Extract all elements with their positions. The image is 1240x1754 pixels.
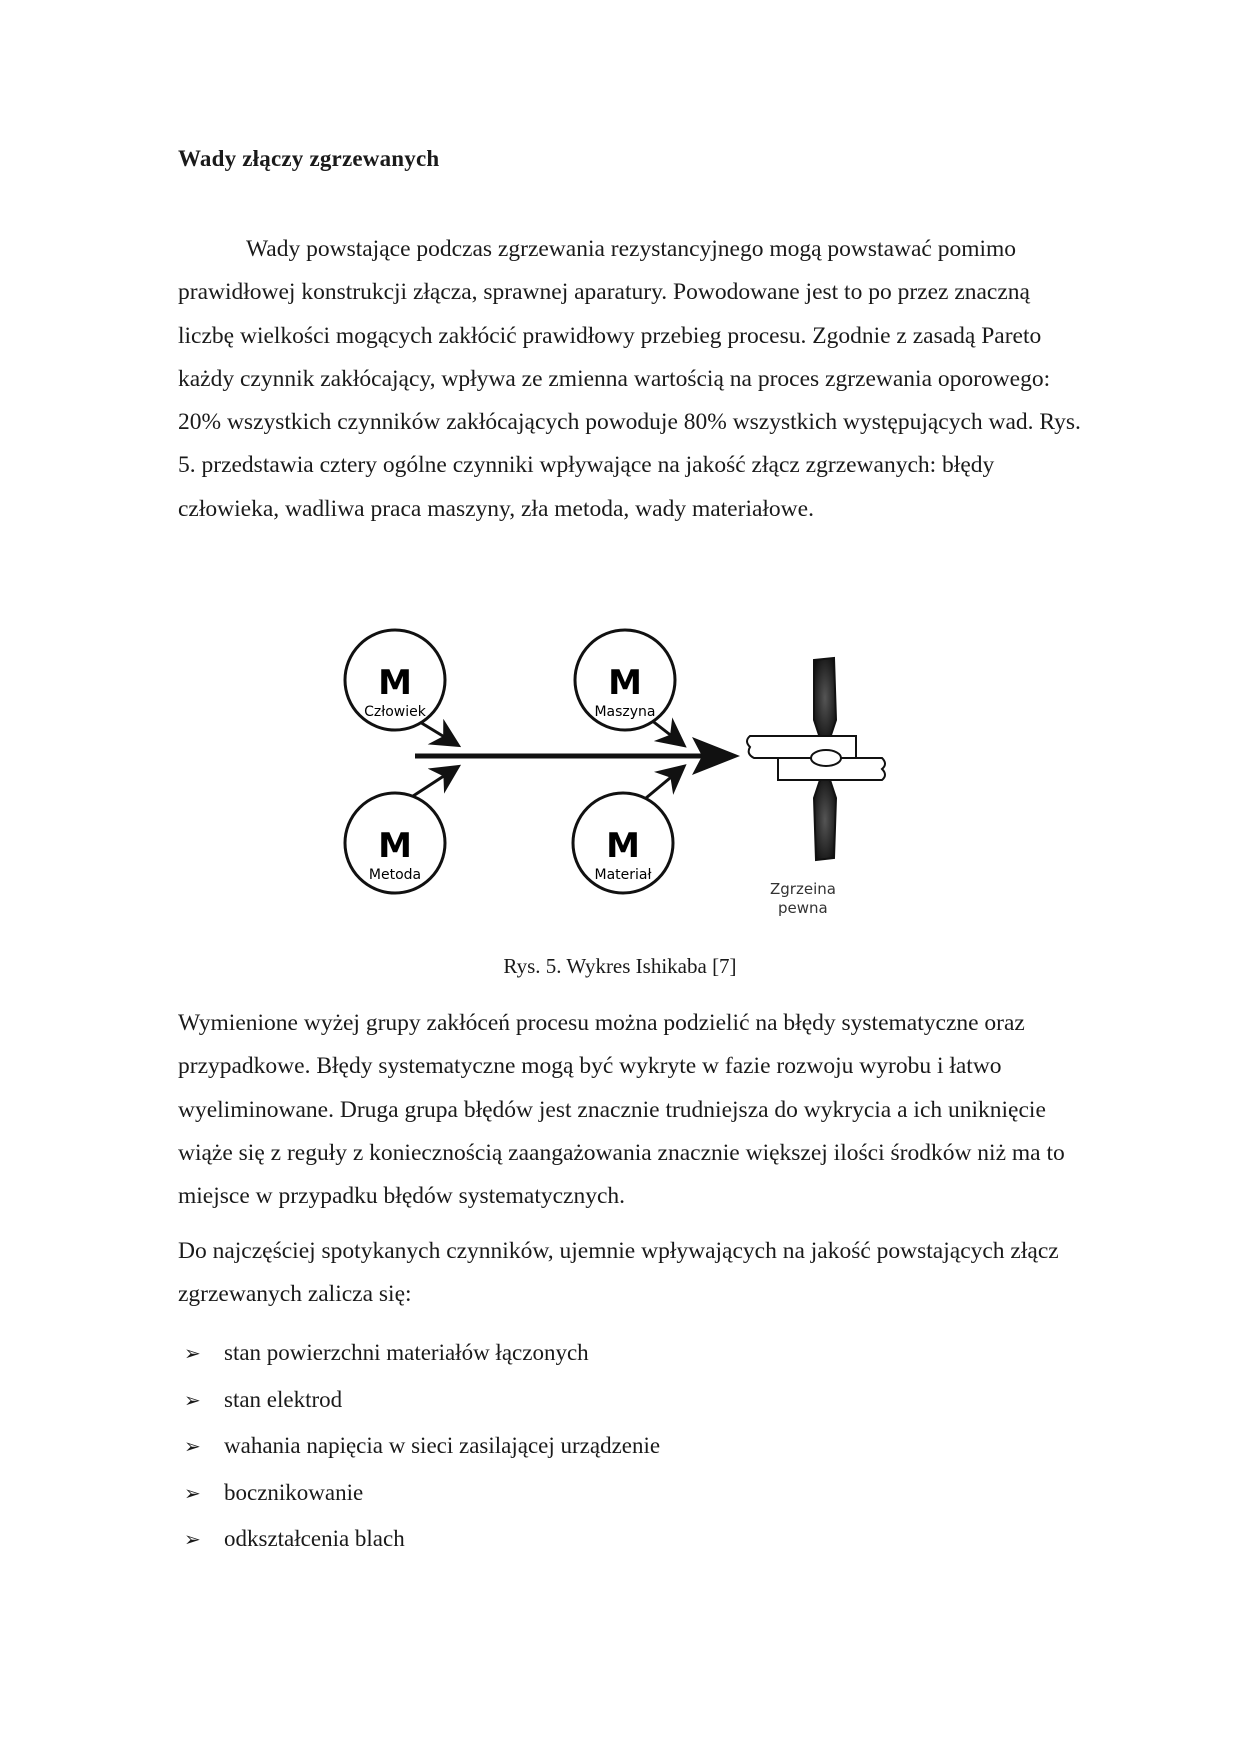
paragraph-intro: Wady powstające podczas zgrzewania rezystancyjnego mogą powstawać pomimo prawidłowej konstrukcji złącza, sprawnej aparatury. Powodowane jest to po przez znaczną liczbę wielkości mogących zakłócić prawidłowy przebieg procesu. Zgodnie z zasadą Pareto każdy czynnik zakłócający, wpływa ze zmienna wartością na proces zgrzewania oporowego: 20% wszystkich czynników zakłócających powoduje 80% wszystkich występujących wad. Rys. 5. przedstawia cztery ogólne czynniki wpływające na jakość złącz zgrzewanych: błędy człowieka, wadliwa praca maszyny, zła metoda, wady materiałowe. — [178, 236, 1081, 522]
svg-text:M: M — [378, 663, 412, 703]
arrow-bullet-icon: ➢ — [184, 1434, 201, 1459]
arrow-bullet-icon: ➢ — [184, 1387, 201, 1412]
section-heading: Wady złączy zgrzewanych — [178, 146, 440, 171]
cause-circle-metoda — [345, 793, 445, 893]
cause-circle-material — [573, 793, 673, 893]
cause-circle-maszyna — [575, 630, 675, 730]
svg-text:M: M — [608, 663, 642, 703]
arrow-bullet-icon: ➢ — [184, 1480, 201, 1505]
arrow-bullet-icon: ➢ — [184, 1341, 201, 1366]
ishikawa-diagram — [330, 610, 930, 930]
svg-text:Materiał: Materiał — [594, 867, 652, 883]
list-item — [184, 1470, 660, 1517]
list-item — [184, 1516, 660, 1563]
arrow-bullet-icon: ➢ — [184, 1527, 201, 1552]
svg-text:Metoda: Metoda — [368, 867, 422, 883]
paragraph-list-intro: Do najczęściej spotykanych czynników, ujemnie wpływających na jakość powstających złącz zgrzewanych zalicza się: — [178, 1238, 1059, 1308]
branch-arrow-material — [646, 768, 682, 798]
result-label-line1: Zgrzeina — [770, 880, 836, 898]
paragraph-error-groups: Wymienione wyżej grupy zakłóceń procesu można podzielić na błędy systematyczne oraz przypadkowe. Błędy systematyczne mogą być wykryte w fazie rozwoju wyrobu i łatwo wyeliminowane. Druga grupa błędów jest znacznie trudniejsza do wykrycia a ich uniknięcie wiąże się z reguły z koniecznością zaangażowania znacznie większej ilości środków niż ma to miejsce w przypadku błędów systematycznych. — [178, 1010, 1065, 1210]
figure-caption: Rys. 5. Wykres Ishikaba [7] — [503, 954, 737, 978]
svg-text:Człowiek: Człowiek — [364, 704, 426, 720]
list-item-text: wahania napięcia w sieci zasilającej urządzenie — [224, 1433, 661, 1459]
list-item-text: odkształcenia blach — [224, 1526, 405, 1552]
svg-text:M: M — [606, 826, 640, 866]
svg-text:M: M — [378, 826, 412, 866]
factor-list — [184, 1330, 660, 1563]
branch-arrow-metoda — [410, 768, 456, 798]
list-item — [184, 1330, 660, 1377]
list-item-text: stan powierzchni materiałów łączonych — [224, 1340, 589, 1366]
list-item — [184, 1377, 660, 1424]
list-item — [184, 1423, 660, 1470]
cause-circle-czlowiek — [345, 630, 445, 730]
list-item-text: bocznikowanie — [224, 1479, 364, 1505]
spot-weld-illustration — [747, 658, 885, 860]
result-label-line2: pewna — [778, 899, 828, 917]
svg-text:Maszyna: Maszyna — [594, 704, 656, 720]
list-item-text: stan elektrod — [224, 1386, 343, 1412]
